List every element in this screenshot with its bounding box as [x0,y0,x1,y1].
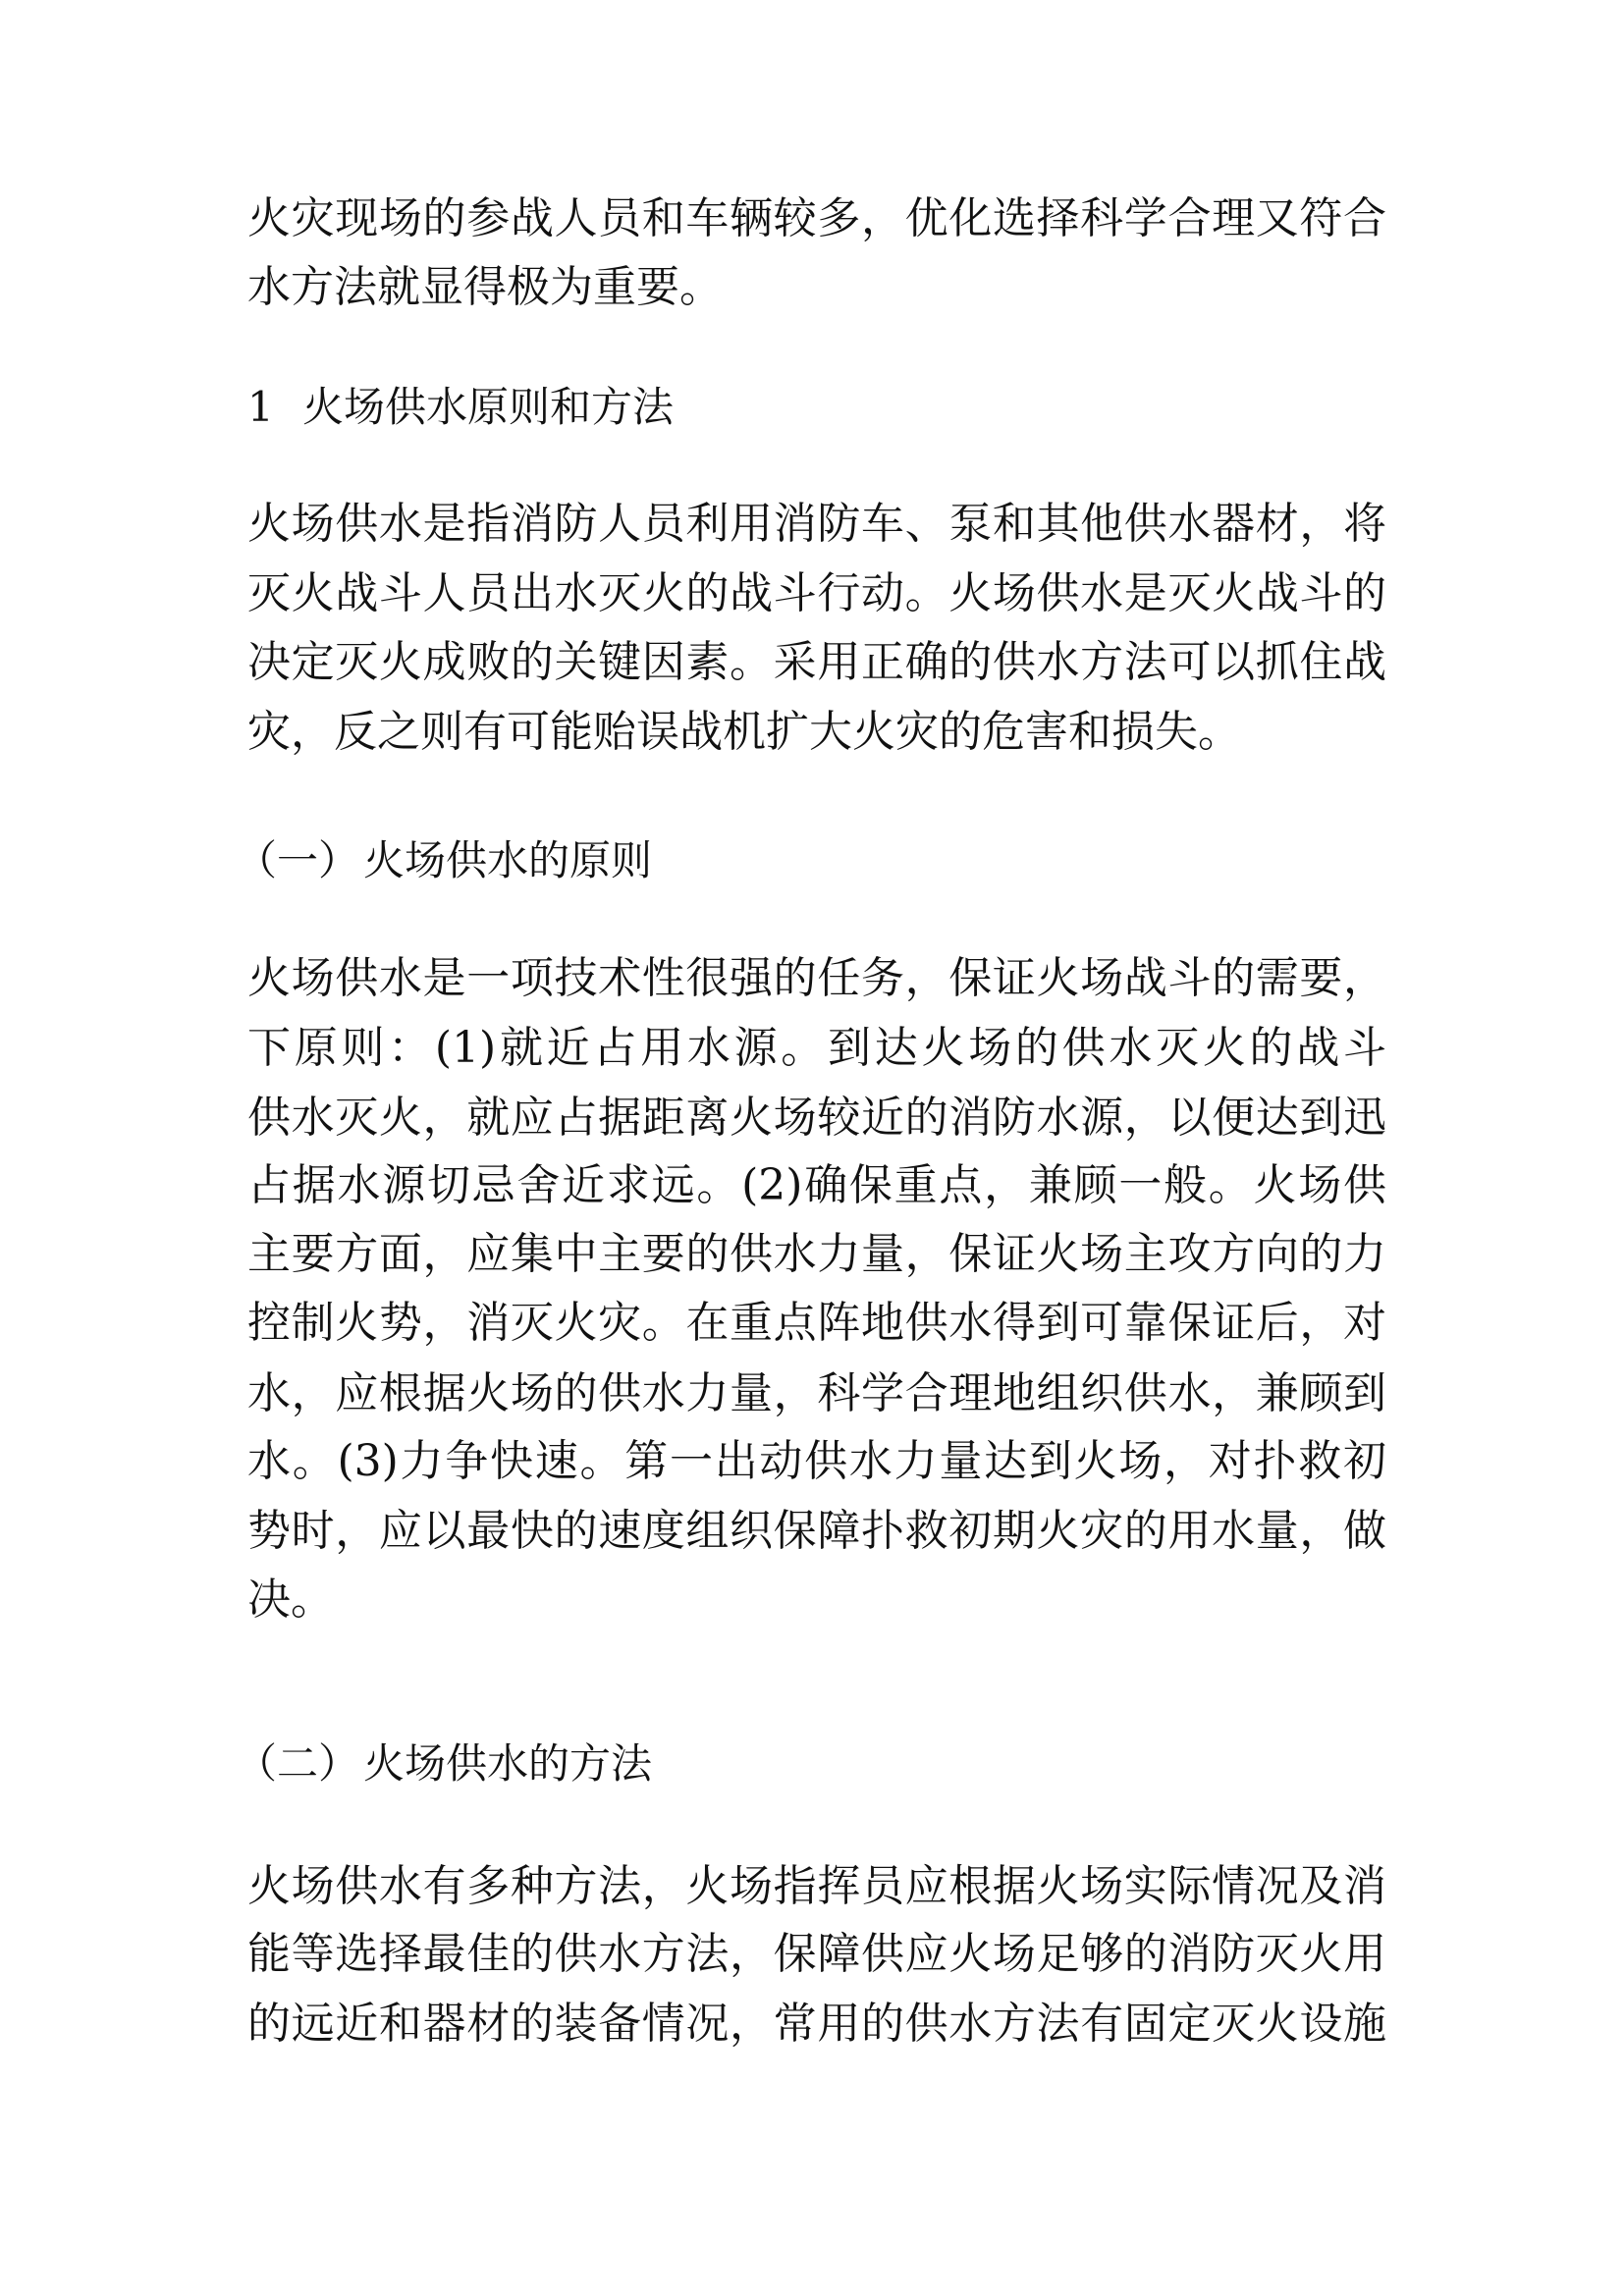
paragraph-line: 控制火势，消灭火灾。在重点阵地供水得到可靠保证后，对 [247,1298,1386,1348]
paragraph-line: 能等选择最佳的供水方法，保障供应火场足够的消防灭火用 [247,1929,1386,1979]
subsection-title: 火场供水的方法 [363,1739,653,1788]
paragraph-line: 水方法就显得极为重要。 [247,262,723,312]
subsection-number: （一） [236,836,360,884]
subsection-heading [236,831,652,890]
section-title: 火场供水原则和方法 [302,383,675,431]
paragraph-line: 主要方面，应集中主要的供水力量，保证火场主攻方向的力 [247,1229,1386,1279]
paragraph-line: 火灾现场的参战人员和车辆较多，优化选择科学合理又符合 [247,193,1386,243]
paragraph-line: 火场供水有多种方法，火场指挥员应根据火场实际情况及消 [247,1861,1386,1911]
subsection-number: （二） [236,1739,360,1788]
paragraph-line: 下原则：(1)就近占用水源。到达火场的供水灭火的战斗 [247,1023,1386,1073]
paragraph-line: 供水灭火，就应占据距离火场较近的消防水源，以便达到迅 [247,1093,1386,1143]
subsection-heading [236,1735,652,1793]
paragraph-line: 占据水源切忌舍近求远。(2)确保重点，兼顾一般。火场供 [247,1160,1386,1210]
paragraph-line: 灭火战斗人员出水灭火的战斗行动。火场供水是灭火战斗的 [247,568,1386,618]
paragraph-line: 水。(3)力争快速。第一出动供水力量达到火场，对扑救初 [247,1436,1386,1486]
subsection-title: 火场供水的原则 [363,836,653,884]
section-number: 1 [247,383,274,431]
paragraph-line: 决。 [247,1575,334,1625]
paragraph-line: 火场供水是指消防人员利用消防车、泵和其他供水器材，将 [247,499,1386,549]
paragraph-line: 决定灭火成败的关键因素。采用正确的供水方法可以抓住战 [247,637,1386,687]
paragraph-line: 的远近和器材的装备情况，常用的供水方法有固定灭火设施 [247,1999,1386,2049]
paragraph-line: 灾，反之则有可能贻误战机扩大火灾的危害和损失。 [247,707,1241,757]
paragraph-line: 火场供水是一项技术性很强的任务，保证火场战斗的需要， [247,953,1386,1003]
section-heading [247,378,674,437]
paragraph-line: 水，应根据火场的供水力量，科学合理地组织供水，兼顾到 [247,1368,1386,1418]
paragraph-line: 势时，应以最快的速度组织保障扑救初期火灾的用水量，做 [247,1506,1386,1556]
